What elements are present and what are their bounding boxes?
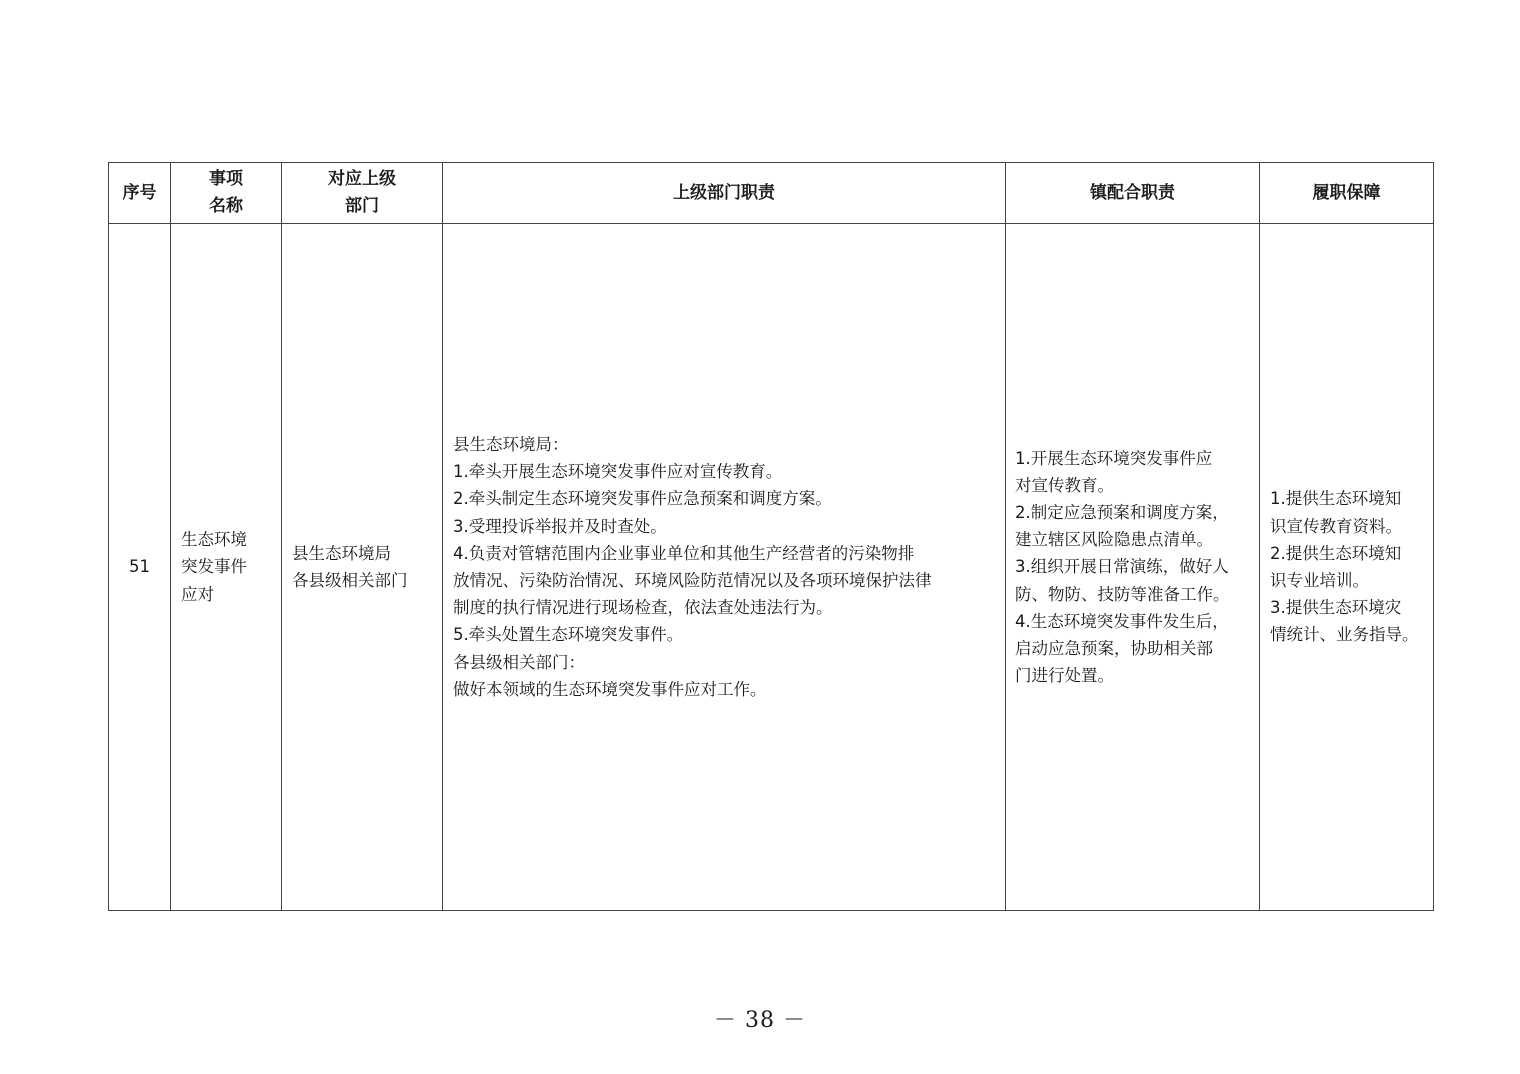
header-line: 履职保障 — [1312, 182, 1381, 203]
table-header-row — [109, 163, 1434, 224]
cell-town-duty — [1006, 224, 1260, 911]
header-superior-duty — [443, 163, 1006, 224]
header-item-name — [171, 163, 282, 224]
header-line: 序号 — [122, 182, 157, 203]
cell-superior-dept — [282, 224, 443, 911]
text-line: 4.生态环境突发事件发生后， — [1015, 611, 1229, 631]
text-line: 放情况、污染防治情况、环境风险防范情况以及各项环境保护法律 — [453, 571, 932, 590]
header-guarantee — [1260, 163, 1434, 224]
text-line: 县生态环境局： — [453, 434, 569, 454]
header-line: 镇配合职责 — [1090, 182, 1175, 203]
cell-guarantee — [1260, 224, 1434, 911]
text-line: 启动应急预案，协助相关部 — [1015, 639, 1213, 658]
text-line: 生态环境 — [181, 530, 247, 550]
header-number — [109, 163, 171, 224]
text-line: 3.提供生态环境灾 — [1270, 598, 1402, 618]
text-line: 3.受理投诉举报并及时查处。 — [453, 516, 667, 536]
text-line: 突发事件 — [181, 557, 247, 577]
text-line: 5.牵头处置生态环境突发事件。 — [453, 625, 684, 645]
text-line: 应对 — [181, 584, 214, 604]
text-line: 1.开展生态环境突发事件应 — [1015, 448, 1213, 468]
text-line: 县生态环境局 — [292, 543, 391, 563]
text-line: 门进行处置。 — [1015, 666, 1114, 686]
page-number: － 38 － — [714, 1008, 806, 1033]
text-line: 制度的执行情况进行现场检查，依法查处违法行为。 — [453, 598, 833, 618]
text-line: 4.负责对管辖范围内企业事业单位和其他生产经营者的污染物排 — [453, 543, 915, 563]
header-town-duty — [1006, 163, 1260, 224]
text-line: 2.牵头制定生态环境突发事件应急预案和调度方案。 — [453, 489, 832, 509]
cell-superior-duty — [443, 224, 1006, 911]
text-line: 情统计、业务指导。 — [1270, 625, 1419, 645]
text-line: 防、物防、技防等准备工作。 — [1015, 584, 1230, 604]
header-line: 事项 — [209, 169, 243, 189]
text-line: 做好本领域的生态环境突发事件应对工作。 — [453, 679, 767, 699]
cell-number: 51 — [109, 224, 171, 911]
header-line: 部门 — [345, 196, 379, 216]
text-line: 对宣传教育。 — [1015, 475, 1114, 495]
text-line: 识宣传教育资料。 — [1270, 516, 1402, 536]
header-line: 对应上级 — [328, 169, 396, 189]
text-line: 3.组织开展日常演练，做好人 — [1015, 557, 1229, 577]
header-superior-dept — [282, 163, 443, 224]
table-row — [109, 224, 1434, 911]
cell-item-name — [171, 224, 282, 911]
text-line: 1.牵头开展生态环境突发事件应对宣传教育。 — [453, 462, 783, 482]
text-line: 2.制定应急预案和调度方案， — [1015, 502, 1229, 522]
text-line: 各县级相关部门 — [292, 571, 408, 590]
text-line: 1.提供生态环境知 — [1270, 489, 1402, 509]
text-line: 识专业培训。 — [1270, 571, 1369, 590]
responsibility-table — [108, 162, 1434, 911]
text-line: 各县级相关部门： — [453, 652, 585, 672]
header-line: 上级部门职责 — [673, 182, 775, 203]
header-line: 名称 — [209, 196, 243, 216]
text-line: 2.提供生态环境知 — [1270, 543, 1402, 563]
text-line: 建立辖区风险隐患点清单。 — [1015, 530, 1213, 550]
